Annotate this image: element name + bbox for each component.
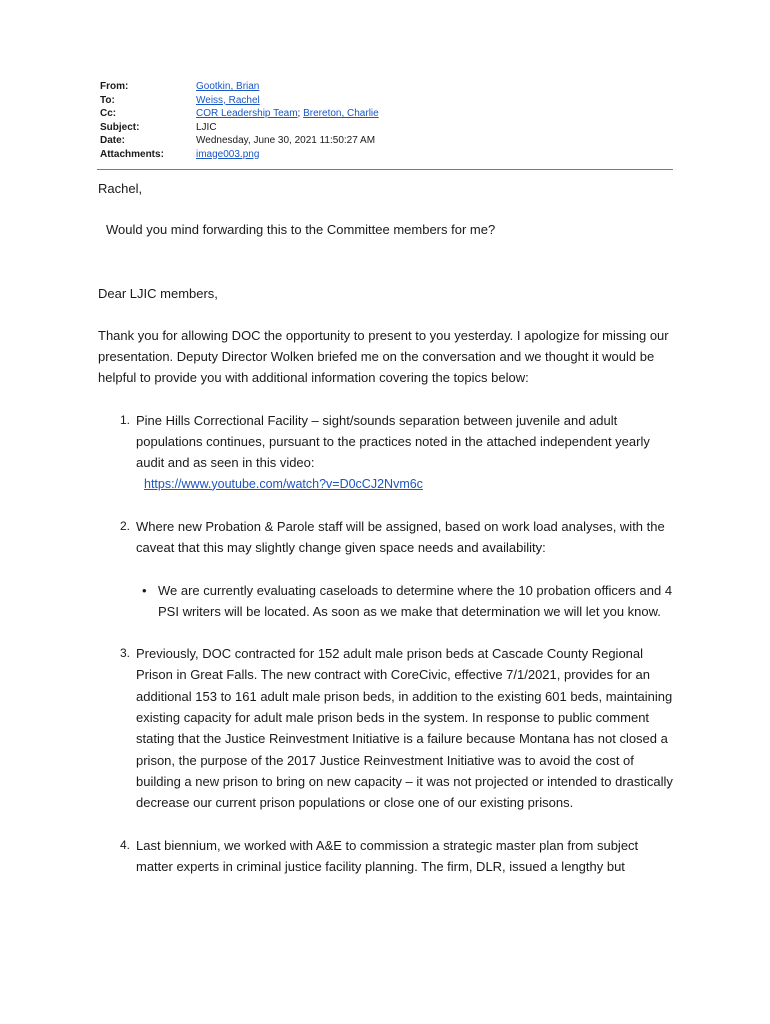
to-label: To: xyxy=(100,94,115,106)
youtube-link[interactable]: https://www.youtube.com/watch?v=D0cCJ2Nvm6c xyxy=(144,476,423,491)
header-divider xyxy=(97,169,673,170)
item-text: Previously, DOC contracted for 152 adult male prison beds at Cascade County Regional Prison in Great Falls. The new contract with CoreCivic, effective 7/1/2021, provides for an additional 153 to 161 adult male prison beds, in addition to the existing 601 beds, maintaining existing capacity for adult male prison beds in the system. In response to public comment stating that the Justice Reinvestment Initiative is a failure because Montana has not closed a prison, the purpose of the 2017 Justice Reinvestment Initiative was to avoid the cost of building a new prison to bring on new capacity – it was not projected or intended to drastically decrease our current prison populations or close one of our existing prisons. xyxy=(136,646,673,811)
sub-bullet xyxy=(98,580,678,623)
cc-label: Cc: xyxy=(100,108,117,119)
cc-row xyxy=(100,107,379,121)
item-text: Where new Probation & Parole staff will be assigned, based on work load analyses, with the caveat that this may slightly change given space needs and availability: xyxy=(136,518,665,556)
cc-values xyxy=(196,107,379,121)
email-header xyxy=(100,80,379,161)
from-link[interactable]: Gootkin, Brian xyxy=(196,81,260,92)
date-label: Date: xyxy=(100,135,126,146)
date-value: Wednesday, June 30, 2021 11:50:27 AM xyxy=(196,135,376,146)
attachments-label: Attachments: xyxy=(100,148,164,160)
subject-label: Subject: xyxy=(100,121,140,133)
intro-paragraph: Thank you for allowing DOC the opportunity to present to you yesterday. I apologize for missing our presentation. Deputy Director Wolken briefed me on the conversation and we thought it would be helpful to provide you with additional information covering the topics below: xyxy=(98,327,669,386)
list-item-4 xyxy=(98,835,678,878)
list-item-3 xyxy=(98,643,678,813)
item-number: 3. xyxy=(120,646,131,661)
item-number: 4. xyxy=(120,837,131,852)
to-link[interactable]: Weiss, Rachel xyxy=(196,94,260,106)
attachments-row xyxy=(100,148,379,162)
from-label: From: xyxy=(100,81,129,92)
item-text: Last biennium, we worked with A&E to commission a strategic master plan from subject matter experts in criminal justice facility planning. The firm, DLR, issued a lengthy but xyxy=(136,837,639,874)
subject-value: LJIC xyxy=(196,121,217,133)
list-item-2 xyxy=(98,516,678,559)
item-text: Pine Hills Correctional Facility – sight/sounds separation between juvenile and adult populations continues, pursuant to the practices noted in the attached independent yearly audit and as seen in this video: xyxy=(136,412,650,471)
from-row xyxy=(100,80,379,94)
subject-row xyxy=(100,121,379,135)
greeting: Rachel, xyxy=(98,181,143,196)
bullet-text: We are currently evaluating caseloads to determine where the 10 probation officers and 4 PSI writers will be located. As soon as we make that determination we will let you know. xyxy=(158,582,673,619)
cc-link-leadership[interactable]: COR Leadership Team xyxy=(196,108,298,119)
email-body xyxy=(98,178,678,898)
to-row xyxy=(100,94,379,108)
video-link-wrap xyxy=(136,474,678,495)
date-row xyxy=(100,134,379,148)
item-number: 2. xyxy=(120,518,131,533)
item-number: 1. xyxy=(120,412,131,427)
forward-request: Would you mind forwarding this to the Committee members for me? xyxy=(106,222,496,238)
attachment-link[interactable]: image003.png xyxy=(196,148,260,160)
cc-link-brereton[interactable]: Brereton, Charlie xyxy=(303,108,379,119)
salutation: Dear LJIC members, xyxy=(98,285,218,301)
bullet-dot-icon: • xyxy=(142,582,147,598)
list-item-1 xyxy=(98,410,678,495)
cc-separator: ; xyxy=(297,108,301,119)
